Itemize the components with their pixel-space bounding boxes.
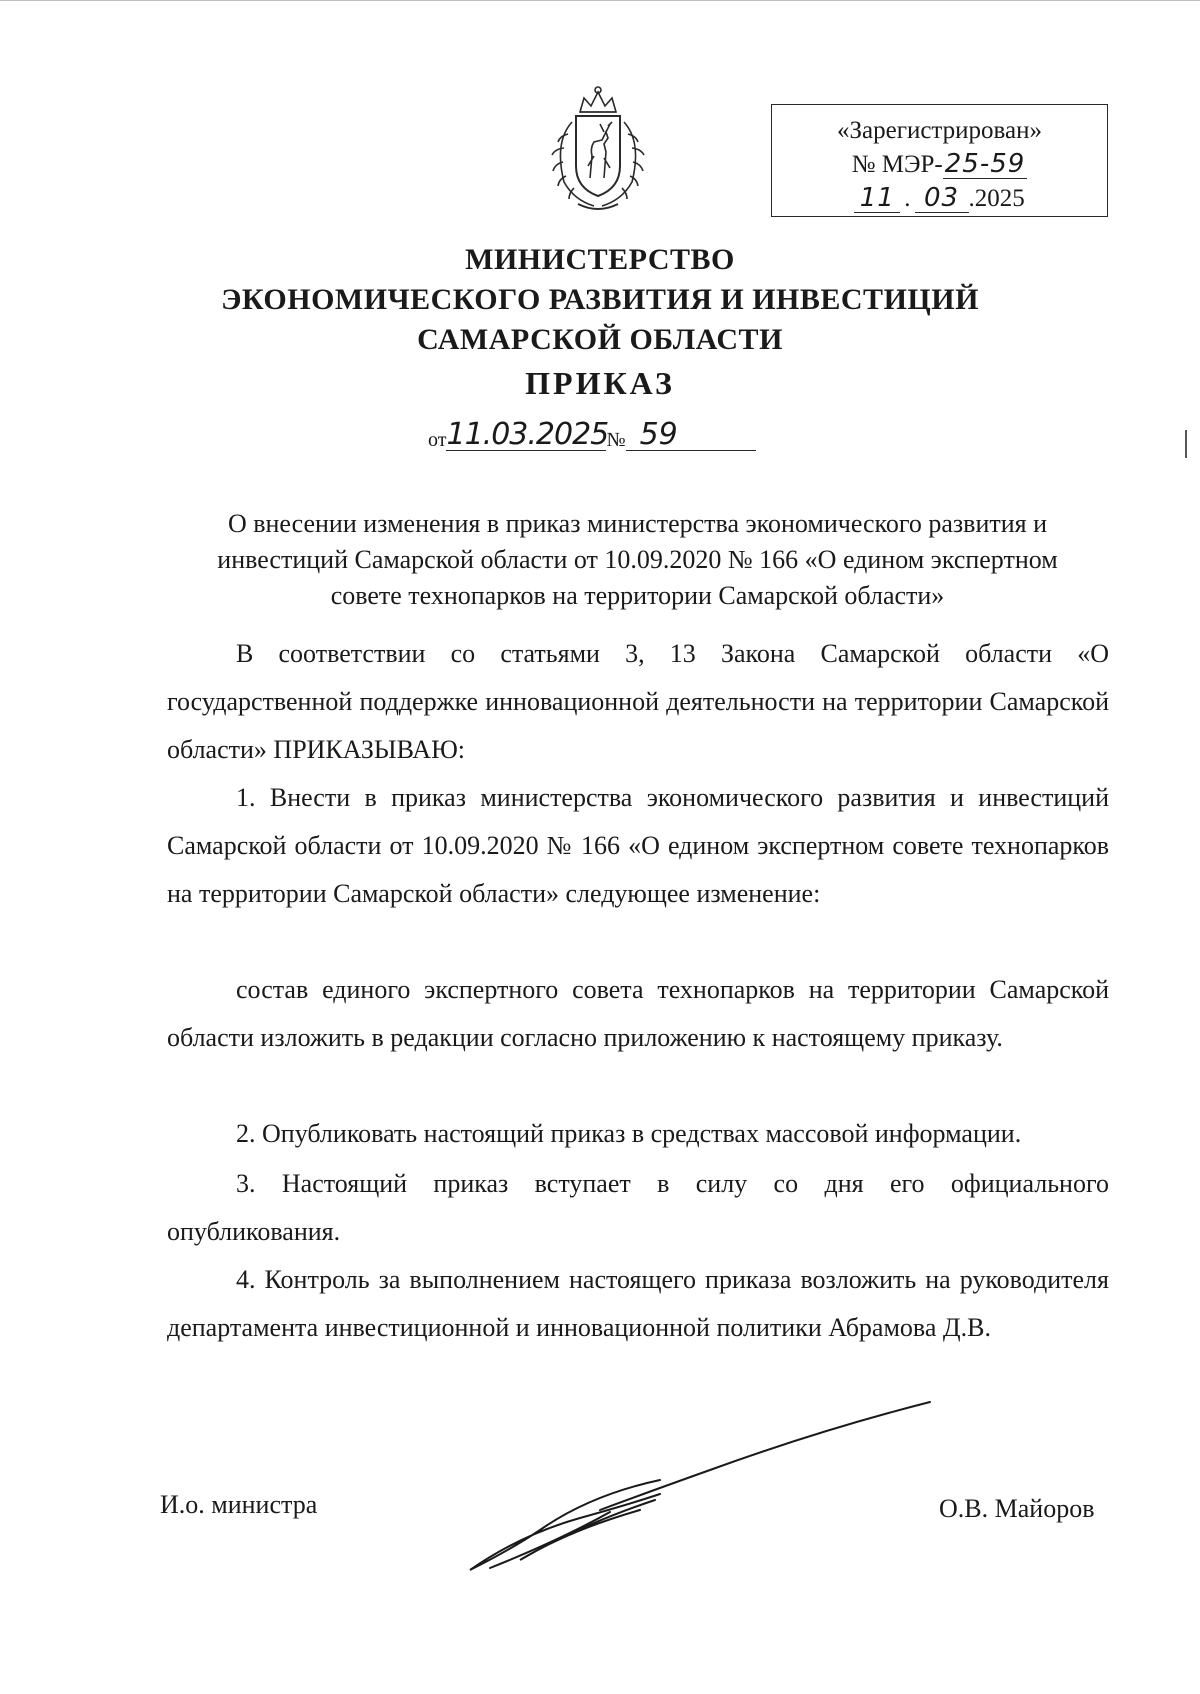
order-date-number-line bbox=[428, 417, 768, 452]
item-1-paragraph: 1. Внести в приказ министерства экономического развития и инвестиций Самарской области от 10.09.2020 № 166 «О едином экспертном совете технопарков на территории Самарской области» следующее изменение: bbox=[167, 783, 1109, 908]
signatory-position: И.о. министра bbox=[160, 1490, 318, 1519]
scan-margin-mark bbox=[1185, 430, 1187, 458]
item-3-paragraph: 3. Настоящий приказ вступает в силу со дня его официального опубликования. bbox=[167, 1169, 1109, 1246]
stamp-date-month: 03 bbox=[915, 184, 969, 213]
order-number-handwritten: 59 bbox=[626, 420, 756, 451]
stamp-date-day: 11 bbox=[854, 184, 900, 213]
scan-top-edge bbox=[0, 0, 1200, 1]
document-type-heading: ПРИКАЗ bbox=[525, 365, 675, 401]
stamp-date-year: 2025 bbox=[974, 185, 1025, 212]
signatory-name: О.В. Майоров bbox=[939, 1494, 1095, 1523]
coat-of-arms-emblem bbox=[534, 82, 662, 214]
order-date-handwritten: 11.03.2025 bbox=[446, 417, 609, 452]
stamp-registered-label: «Зарегистрирован» bbox=[836, 117, 1042, 144]
preamble-paragraph: В соответствии со статьями 3, 13 Закона Самарской области «О государственной поддержке инновационной деятельности на территории Самарской области» ПРИКАЗЫВАЮ: bbox=[167, 639, 1109, 764]
stamp-number-prefix: № МЭР- bbox=[851, 151, 943, 178]
ministry-title-line2: ЭКОНОМИЧЕСКОГО РАЗВИТИЯ И ИНВЕСТИЦИЙ bbox=[221, 283, 979, 316]
order-from-label: от bbox=[428, 429, 447, 451]
ministry-title-line3: САМАРСКОЙ ОБЛАСТИ bbox=[417, 323, 783, 356]
item-2-paragraph: 2. Опубликовать настоящий приказ в средствах массовой информации. bbox=[236, 1119, 1022, 1148]
stamp-number-handwritten: 25-59 bbox=[944, 149, 1026, 179]
item-1-detail-paragraph: состав единого экспертного совета технопарков на территории Самарской области изложить в редакции согласно приложению к настоящему приказу. bbox=[167, 975, 1109, 1052]
subject-line1: О внесении изменения в приказ министерства экономического развития и bbox=[227, 509, 1048, 538]
subject-line3: совете технопарков на территории Самарской области» bbox=[330, 581, 945, 610]
ministry-title-line1: МИНИСТЕРСТВО bbox=[465, 243, 735, 276]
handwritten-signature bbox=[460, 1400, 940, 1575]
item-4-paragraph: 4. Контроль за выполнением настоящего приказа возложить на руководителя департамента инвестиционной и инновационной политики Абрамова Д.В. bbox=[167, 1265, 1109, 1342]
ministry-title bbox=[0, 240, 1200, 360]
subject-line2: инвестиций Самарской области от 10.09.2020 № 166 «О едином экспертном bbox=[217, 545, 1058, 574]
order-number-label: № bbox=[606, 429, 626, 451]
stamp-number-row bbox=[772, 148, 1107, 182]
registration-stamp bbox=[771, 104, 1108, 217]
order-subject bbox=[160, 506, 1115, 614]
stamp-date-row: 11 . 03 .2025 bbox=[772, 182, 1107, 216]
